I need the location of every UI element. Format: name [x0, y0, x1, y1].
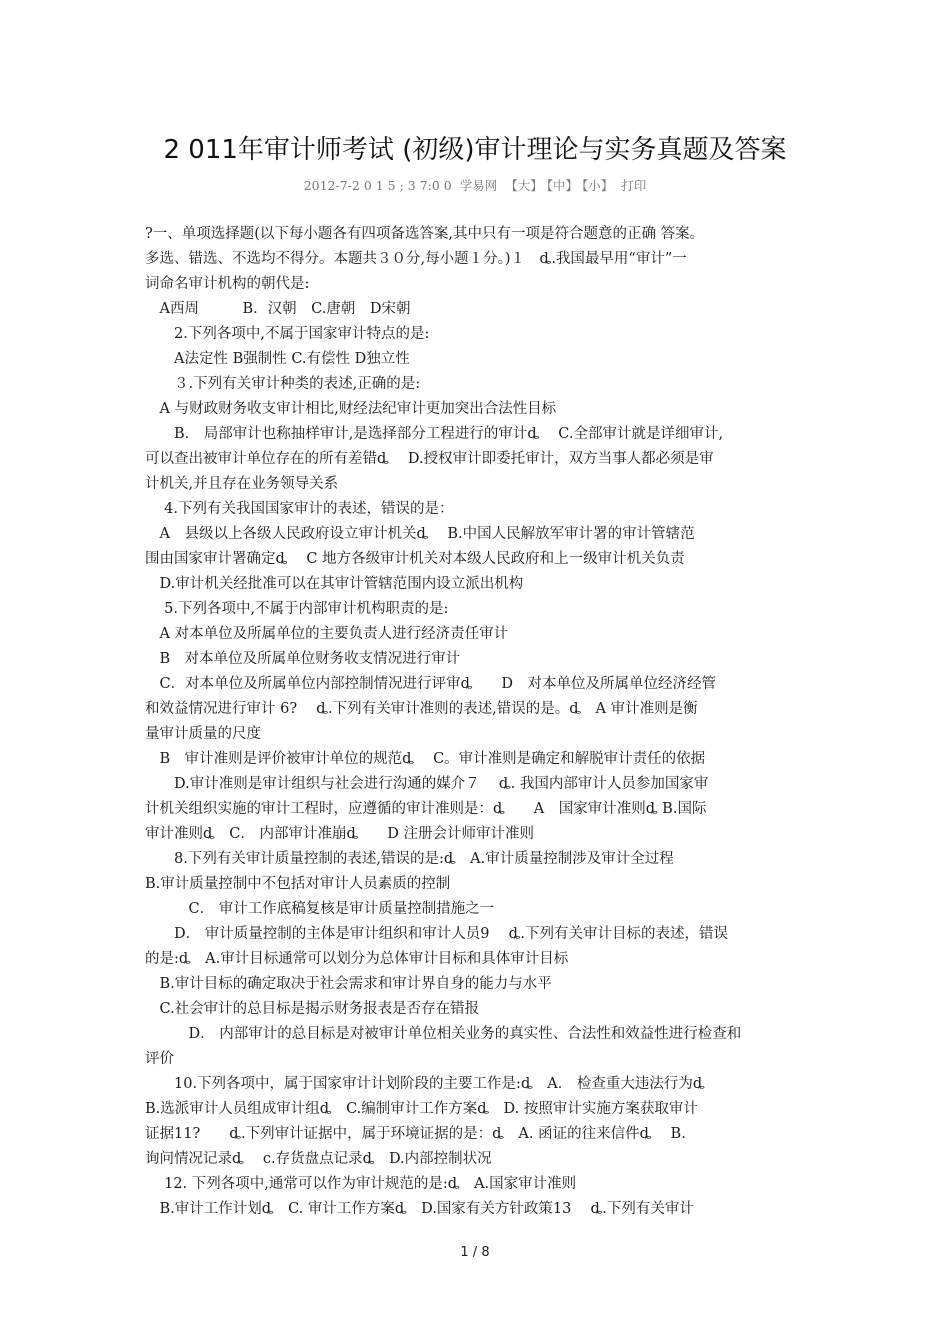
body-line: B.选派审计人员组成审计组ȡ C.编制审计工作方案ȡ D. 按照审计实施方案获取审计 — [145, 1101, 698, 1117]
body-line: C． 审计工作底稿复核是审计质量控制措施之一 — [145, 901, 495, 917]
body-line: D.审计机关经批准可以在其审计管辖范围内设立派出机构 — [145, 576, 524, 592]
body-line: D.审计准则是审计组织与社会进行沟通的媒介７ ȡ. 我国内部审计人员参加国家审 — [145, 776, 709, 792]
body-line: 可以查出被审计单位存在的所有差错ȡ D.授权审计即委托审计，双方当事人都必须是审 — [145, 451, 714, 467]
body-line: 围由国家审计署确定ȡ C 地方各级审计机关对本级人民政府和上一级审计机关负责 — [145, 551, 685, 567]
body-line: 5.下列各项中,不属于内部审计机构职责的是: — [145, 601, 449, 617]
body-line: 4.下列有关我国国家审计的表述，错误的是： — [145, 501, 454, 517]
print-link[interactable]: 打印 — [621, 178, 647, 193]
body-line: 的是:ȡ A.审计目标通常可以划分为总体审计目标和具体审计目标 — [145, 951, 569, 967]
font-size-large-link[interactable]: 【大】 — [505, 178, 543, 193]
font-size-medium-link[interactable]: 【中】 — [546, 178, 579, 193]
page-number: 1 / 8 — [460, 1245, 490, 1260]
body-line: 审计准则ȡ C． 内部审计准崩ȡ D 注册会计师审计准则 — [145, 826, 535, 842]
body-line: 计机关,并且存在业务领导关系 — [145, 476, 339, 492]
document-title: 2 011年审计师考试 (初级)审计理论与实务真题及答案 — [163, 135, 787, 165]
body-line: ?一、单项选择题(以下每小题各有四项备选答案,其中只有一项是符合题意的正确 答案。 — [145, 226, 705, 242]
body-line: 12. 下列各项中,通常可以作为审计规范的是:ȡ A.国家审计准则 — [145, 1176, 577, 1192]
body-line: ３.下列有关审计种类的表述,正确的是: — [145, 376, 421, 392]
body-line: B.审计工作计划ȡ C. 审计工作方案ȡ D.国家有关方针政策13 ȡ.下列有关审计 — [145, 1201, 694, 1217]
body-line: 8.下列有关审计质量控制的表述,错误的是:ȡ A.审计质量控制涉及审计全过程 — [145, 851, 674, 867]
body-line: C.社会审计的总目标是揭示财务报表是否存在错报 — [145, 1001, 480, 1017]
body-line: 多选、错选、不选均不得分。本题共３０分,每小题１分。)１ ȡ.我国最早用“审计”一 — [145, 251, 687, 267]
body-line: 词命名审计机构的朝代是: — [145, 276, 310, 292]
body-line: 和效益情况进行审计 6? ȡ.下列有关审计准则的表述,错误的是。ȡ A 审计准则是衡 — [145, 701, 698, 717]
body-line: 10.下列各项中，属于国家审计计划阶段的主要工作是:ȡ A． 检查重大违法行为ȡ — [145, 1076, 705, 1092]
body-line: 询问情况记录ȡ c.存货盘点记录ȡ D.内部控制状况 — [145, 1151, 492, 1167]
body-line: D． 审计质量控制的主体是审计组织和审计人员9 ȡ.下列有关审计目标的表述，错误 — [145, 926, 728, 942]
body-line: B.审计质量控制中不包括对审计人员素质的控制 — [145, 876, 451, 892]
body-line: 计机关组织实施的审计工程时，应遵循的审计准则是：ȡ A 国家审计准则ȡ B.国际 — [145, 801, 707, 817]
font-size-small-link[interactable]: 【小】 — [582, 178, 614, 193]
body-line: D． 内部审计的总目标是对被审计单位相关业务的真实性、合法性和效益性进行检查和 — [145, 1026, 742, 1042]
body-line: B 审计准则是评价被审计单位的规范ȡ C。审计准则是确定和解脱审计责任的依据 — [145, 751, 706, 767]
publish-date: 2012-7-2 0 1 5 ; 3 7:0 0 — [303, 178, 452, 193]
body-line: B.审计目标的确定取决于社会需求和审计界自身的能力与水平 — [145, 976, 552, 992]
body-line: B 对本单位及所属单位财务收支情况进行审计 — [145, 651, 461, 667]
body-line: A 与财政财务收支审计相比,财经法纪审计更加突出合法性目标 — [145, 401, 557, 417]
body-line: C．对本单位及所属单位内部控制情况进行评审ȡ D 对本单位及所属单位经济经管 — [145, 676, 717, 692]
article-meta — [0, 176, 950, 196]
source-site: 学易网 — [459, 178, 498, 193]
body-line: A 对本单位及所属单位的主要负责人进行经济责任审计 — [145, 626, 509, 642]
body-line: B． 局部审计也称抽样审计,是选择部分工程进行的审计ȡ C.全部审计就是详细审计, — [145, 426, 724, 442]
body-line: 证据11? ȡ.下列审计证据中，属于环境证据的是：ȡ A. 函证的往来信件ȡ B. — [145, 1126, 686, 1142]
body-line: 评价 — [145, 1051, 174, 1067]
body-line: A 县级以上各级人民政府设立审计机关ȡ B.中国人民解放军审计署的审计管辖范 — [145, 526, 695, 542]
document-body — [145, 222, 810, 1222]
body-line: 2.下列各项中,不属于国家审计特点的是: — [145, 326, 430, 342]
body-line: A西周 B．汉朝 C.唐朝 D宋朝 — [145, 301, 411, 317]
body-line: 量审计质量的尺度 — [145, 726, 261, 742]
body-line: A法定性 B强制性 C.有偿性 D独立性 — [145, 351, 410, 367]
